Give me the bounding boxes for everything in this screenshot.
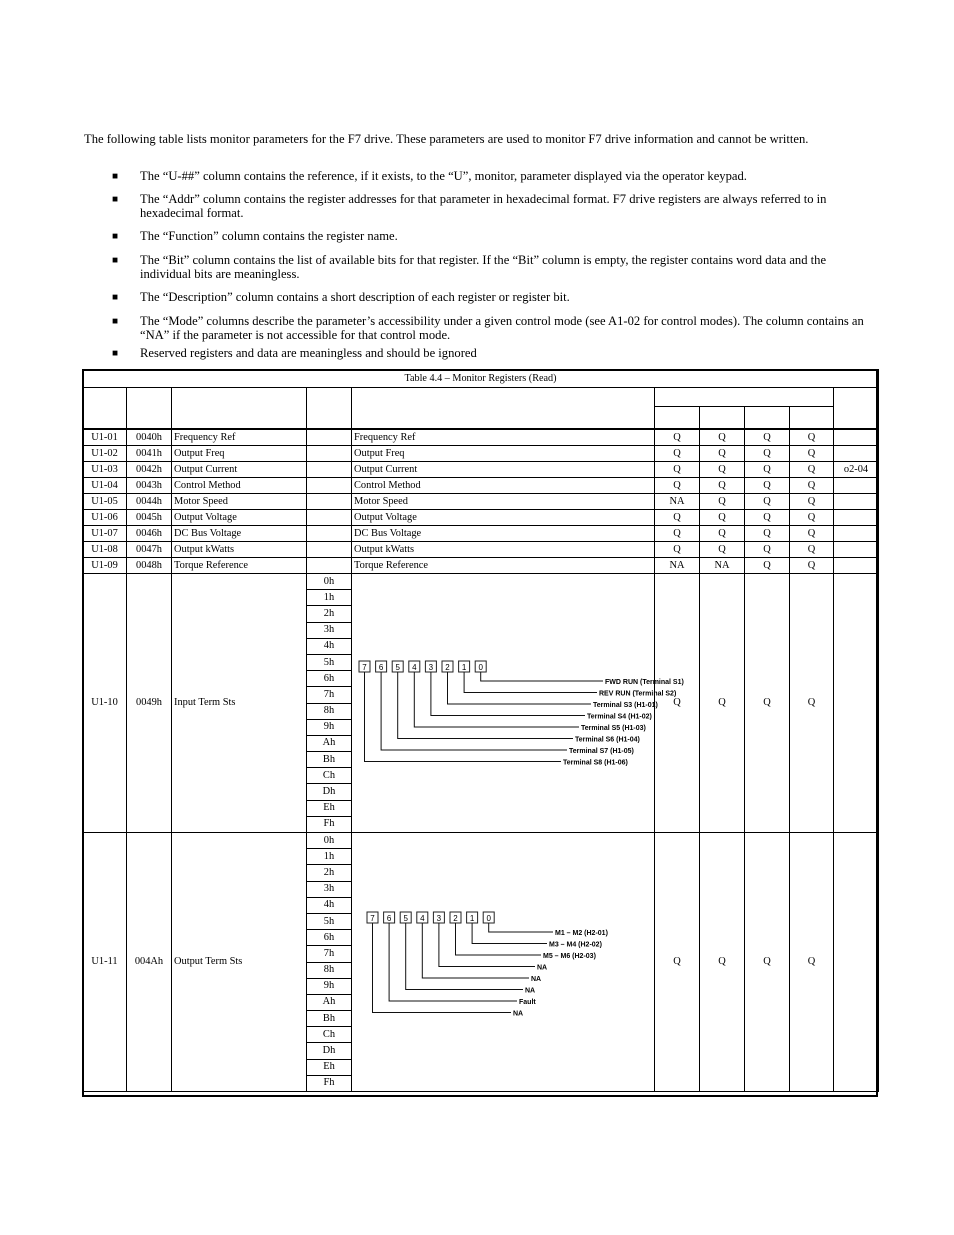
cell-bit (307, 558, 352, 574)
cell-description: Output Freq (352, 446, 655, 462)
bit-label: Terminal S8 (H1-06) (563, 759, 628, 766)
cell-description: Control Method (352, 478, 655, 494)
cell-mode: Q (655, 574, 700, 833)
cell-description: Output Voltage (352, 510, 655, 526)
cell-description: Frequency Ref (352, 429, 655, 446)
cell-bit: Ah (307, 735, 352, 751)
leader-line (464, 672, 597, 693)
cell-mode: Q (790, 494, 834, 510)
cell-bit (307, 429, 352, 446)
bullet-text: Reserved registers and data are meaningless and should be ignored (140, 346, 477, 360)
cell-ref (834, 542, 879, 558)
bullet-text: The “Function” column contains the register name. (140, 229, 398, 243)
table-row (83, 494, 879, 510)
leader-line (439, 923, 535, 967)
cell-function: Motor Speed (172, 494, 307, 510)
cell-mode: Q (700, 542, 745, 558)
cell-mode: Q (790, 429, 834, 446)
cell-mode: Q (700, 574, 745, 833)
bit-box-digit: 5 (395, 662, 400, 672)
bit-diagram-cell (352, 833, 655, 1092)
bit-box-digit: 7 (370, 913, 375, 923)
cell-bit: Bh (307, 1011, 352, 1027)
bit-box-digit: 4 (412, 662, 417, 672)
leader-line (472, 923, 547, 944)
monitor-registers-table (82, 369, 879, 1092)
bullet-text: The “Addr” column contains the register addresses for that parameter in hexadecimal format. F7 drive registers are always referred to in hexadecimal format. (140, 192, 827, 220)
cell-ref (834, 478, 879, 494)
cell-ref (834, 446, 879, 462)
cell-u: U1-02 (83, 446, 127, 462)
cell-bit: 4h (307, 638, 352, 654)
cell-function: Output kWatts (172, 542, 307, 558)
cell-addr: 0045h (127, 510, 172, 526)
cell-mode: Q (655, 462, 700, 478)
leader-line (398, 672, 573, 739)
leader-line (414, 672, 579, 727)
cell-mode: Q (790, 478, 834, 494)
cell-mode: Q (655, 429, 700, 446)
cell-mode: Q (745, 510, 790, 526)
table-row (83, 462, 879, 478)
leader-line (365, 672, 562, 762)
bit-label: FWD RUN (Terminal S1) (605, 678, 684, 686)
cell-bit: 5h (307, 913, 352, 929)
cell-function: Frequency Ref (172, 429, 307, 446)
cell-ref (834, 429, 879, 446)
cell-mode: Q (700, 510, 745, 526)
bit-label: Fault (519, 998, 536, 1006)
cell-mode: Q (700, 462, 745, 478)
cell-bit: 3h (307, 622, 352, 638)
bit-box-digit: 5 (403, 913, 408, 923)
cell-mode: Q (745, 478, 790, 494)
cell-mode: Q (655, 478, 700, 494)
bullet-text: The “U-##” column contains the reference, if it exists, to the “U”, monitor, parameter displayed via the operator keypad. (140, 169, 747, 183)
cell-mode: Q (790, 510, 834, 526)
header-mode (655, 388, 834, 407)
cell-addr: 0041h (127, 446, 172, 462)
cell-bit: Fh (307, 816, 352, 832)
bullet-square-icon: ■ (112, 171, 119, 182)
cell-bit: 2h (307, 865, 352, 881)
header-function (172, 388, 307, 430)
bullet-square-icon: ■ (112, 231, 119, 242)
cell-bit: Eh (307, 1059, 352, 1075)
cell-u: U1-08 (83, 542, 127, 558)
cell-bit: 9h (307, 719, 352, 735)
cell-addr: 0046h (127, 526, 172, 542)
cell-function: Output Current (172, 462, 307, 478)
cell-mode: Q (790, 574, 834, 833)
cell-mode: Q (745, 833, 790, 1092)
header-mode-2 (700, 407, 745, 430)
header-bit (307, 388, 352, 430)
cell-bit: Fh (307, 1075, 352, 1091)
intro-paragraph: The following table lists monitor parameters for the F7 drive. These parameters are used to monitor F7 drive information and cannot be written. (84, 132, 809, 146)
bit-label: NA (525, 987, 536, 994)
header-mode-3 (745, 407, 790, 430)
cell-bit (307, 510, 352, 526)
cell-function: Output Term Sts (172, 833, 307, 1092)
cell-bit: Ah (307, 994, 352, 1010)
cell-ref (834, 558, 879, 574)
cell-bit (307, 542, 352, 558)
cell-bit: Ch (307, 1027, 352, 1043)
bit-label: NA (513, 1010, 524, 1017)
bit-map-diagram (353, 641, 684, 766)
cell-bit (307, 494, 352, 510)
cell-mode: Q (655, 446, 700, 462)
header-addr (127, 388, 172, 430)
cell-mode: Q (790, 462, 834, 478)
cell-ref (834, 833, 879, 1092)
cell-bit (307, 478, 352, 494)
leader-line (431, 672, 585, 716)
header-description (352, 388, 655, 430)
cell-mode: Q (790, 558, 834, 574)
bit-box-digit: 2 (453, 913, 458, 923)
bullet-square-icon: ■ (112, 348, 119, 359)
bit-label: REV RUN (Terminal S2) (599, 690, 677, 697)
bit-box-digit: 1 (469, 913, 475, 923)
bit-box-digit: 6 (386, 913, 392, 923)
cell-description: DC Bus Voltage (352, 526, 655, 542)
cell-addr: 0048h (127, 558, 172, 574)
cell-u: U1-04 (83, 478, 127, 494)
cell-mode: Q (745, 558, 790, 574)
bullet-square-icon: ■ (112, 255, 119, 266)
bullet-square-icon: ■ (112, 316, 119, 327)
cell-u: U1-01 (83, 429, 127, 446)
bit-label: Terminal S5 (H1-03) (581, 724, 646, 732)
cell-u: U1-06 (83, 510, 127, 526)
cell-bit: Bh (307, 752, 352, 768)
cell-bit: 7h (307, 687, 352, 703)
bit-label: M1 – M2 (H2-01) (555, 929, 608, 937)
cell-u: U1-09 (83, 558, 127, 574)
bit-box-digit: 7 (362, 662, 367, 672)
cell-mode: Q (700, 526, 745, 542)
cell-function: DC Bus Voltage (172, 526, 307, 542)
cell-description: Output kWatts (352, 542, 655, 558)
cell-ref: o2-04 (834, 462, 879, 478)
leader-line (406, 923, 523, 990)
cell-bit: 1h (307, 590, 352, 606)
cell-bit: 0h (307, 833, 352, 849)
table-row (83, 574, 879, 590)
cell-addr: 0044h (127, 494, 172, 510)
cell-bit: 4h (307, 897, 352, 913)
leader-line (481, 672, 603, 681)
cell-mode: Q (700, 494, 745, 510)
cell-bit: 1h (307, 849, 352, 865)
cell-u: U1-07 (83, 526, 127, 542)
cell-mode: Q (745, 494, 790, 510)
cell-mode: Q (790, 833, 834, 1092)
table-row (83, 478, 879, 494)
table-row (83, 526, 879, 542)
bit-label: Terminal S7 (H1-05) (569, 747, 634, 755)
leader-line (456, 923, 542, 955)
cell-mode: Q (745, 429, 790, 446)
cell-mode: Q (655, 526, 700, 542)
cell-bit: Dh (307, 784, 352, 800)
header-mode-4 (790, 407, 834, 430)
cell-addr: 0042h (127, 462, 172, 478)
cell-mode: Q (745, 542, 790, 558)
cell-bit: 3h (307, 881, 352, 897)
cell-mode: Q (745, 526, 790, 542)
cell-u: U1-10 (83, 574, 127, 833)
header-ref (834, 388, 879, 430)
cell-bit: 0h (307, 574, 352, 590)
cell-mode: Q (790, 446, 834, 462)
cell-bit: Ch (307, 768, 352, 784)
bit-box-digit: 0 (486, 913, 491, 923)
bit-box-digit: 0 (478, 662, 483, 672)
bit-label: Terminal S4 (H1-02) (587, 713, 652, 720)
bit-box-digit: 2 (445, 662, 450, 672)
cell-u: U1-03 (83, 462, 127, 478)
cell-ref (834, 494, 879, 510)
cell-function: Input Term Sts (172, 574, 307, 833)
cell-u: U1-05 (83, 494, 127, 510)
cell-mode: Q (745, 462, 790, 478)
bit-box-digit: 3 (428, 662, 434, 672)
cell-bit: 2h (307, 606, 352, 622)
cell-mode: Q (655, 833, 700, 1092)
header-u (83, 388, 127, 430)
cell-mode: Q (790, 526, 834, 542)
bullet-text: The “Bit” column contains the list of available bits for that register. If the “Bit” column is empty, the register contains word data and the individual bits are meaningless. (140, 253, 827, 281)
bit-diagram-cell (352, 574, 684, 833)
table-row (83, 446, 879, 462)
header-mode-1 (655, 407, 700, 430)
cell-mode: Q (655, 510, 700, 526)
bit-box-digit: 4 (420, 913, 425, 923)
cell-u: U1-11 (83, 833, 127, 1092)
bullet-square-icon: ■ (112, 292, 119, 303)
cell-bit: 6h (307, 671, 352, 687)
cell-description: Output Current (352, 462, 655, 478)
bullet-text: The “Description” column contains a short description of each register or register bit. (140, 290, 570, 304)
bullet-text: The “Mode” columns describe the parameter’s accessibility under a given control mode (see A1-02 for control modes). The column contains an “NA” if the parameter is not accessible for that control mode. (140, 314, 864, 342)
table-row (83, 510, 879, 526)
bit-box-digit: 1 (461, 662, 467, 672)
cell-addr: 0047h (127, 542, 172, 558)
cell-mode: NA (700, 558, 745, 574)
cell-addr: 0040h (127, 429, 172, 446)
leader-line (422, 923, 529, 978)
table-row (83, 833, 879, 849)
cell-function: Output Freq (172, 446, 307, 462)
cell-function: Output Voltage (172, 510, 307, 526)
cell-addr: 0043h (127, 478, 172, 494)
cell-bit: Dh (307, 1043, 352, 1059)
cell-bit (307, 446, 352, 462)
bit-map-diagram (353, 900, 653, 1020)
table-row (83, 542, 879, 558)
cell-function: Control Method (172, 478, 307, 494)
leader-line (373, 923, 512, 1013)
cell-bit: 6h (307, 930, 352, 946)
cell-bit: 7h (307, 946, 352, 962)
bit-box-digit: 3 (436, 913, 442, 923)
cell-mode: Q (745, 446, 790, 462)
cell-ref (834, 574, 879, 833)
cell-mode: Q (655, 542, 700, 558)
cell-description: Motor Speed (352, 494, 655, 510)
bit-label: M5 – M6 (H2-03) (543, 952, 596, 960)
bit-box-digit: 6 (378, 662, 384, 672)
cell-description: Torque Reference (352, 558, 655, 574)
cell-mode: Q (790, 542, 834, 558)
leader-line (489, 923, 553, 932)
bit-label: M3 – M4 (H2-02) (549, 941, 602, 948)
cell-bit: Eh (307, 800, 352, 816)
cell-mode: Q (700, 429, 745, 446)
table-row (83, 429, 879, 446)
table-caption: Table 4.4 – Monitor Registers (Read) (83, 370, 879, 388)
bullet-square-icon: ■ (112, 194, 119, 205)
leader-line (448, 672, 592, 704)
cell-ref (834, 510, 879, 526)
bit-label: NA (531, 975, 542, 983)
cell-mode: Q (700, 833, 745, 1092)
cell-mode: Q (700, 446, 745, 462)
cell-bit (307, 462, 352, 478)
bit-label: Terminal S6 (H1-04) (575, 736, 640, 743)
cell-bit: 8h (307, 703, 352, 719)
cell-function: Torque Reference (172, 558, 307, 574)
cell-addr: 004Ah (127, 833, 172, 1092)
cell-mode: NA (655, 558, 700, 574)
cell-mode: NA (655, 494, 700, 510)
bit-label: Terminal S3 (H1-01) (593, 701, 658, 709)
cell-bit: 8h (307, 962, 352, 978)
cell-bit: 9h (307, 978, 352, 994)
cell-ref (834, 526, 879, 542)
table-row (83, 558, 879, 574)
cell-mode: Q (745, 574, 790, 833)
cell-bit (307, 526, 352, 542)
cell-addr: 0049h (127, 574, 172, 833)
bit-label: NA (537, 964, 548, 971)
cell-mode: Q (700, 478, 745, 494)
cell-bit: 5h (307, 654, 352, 670)
